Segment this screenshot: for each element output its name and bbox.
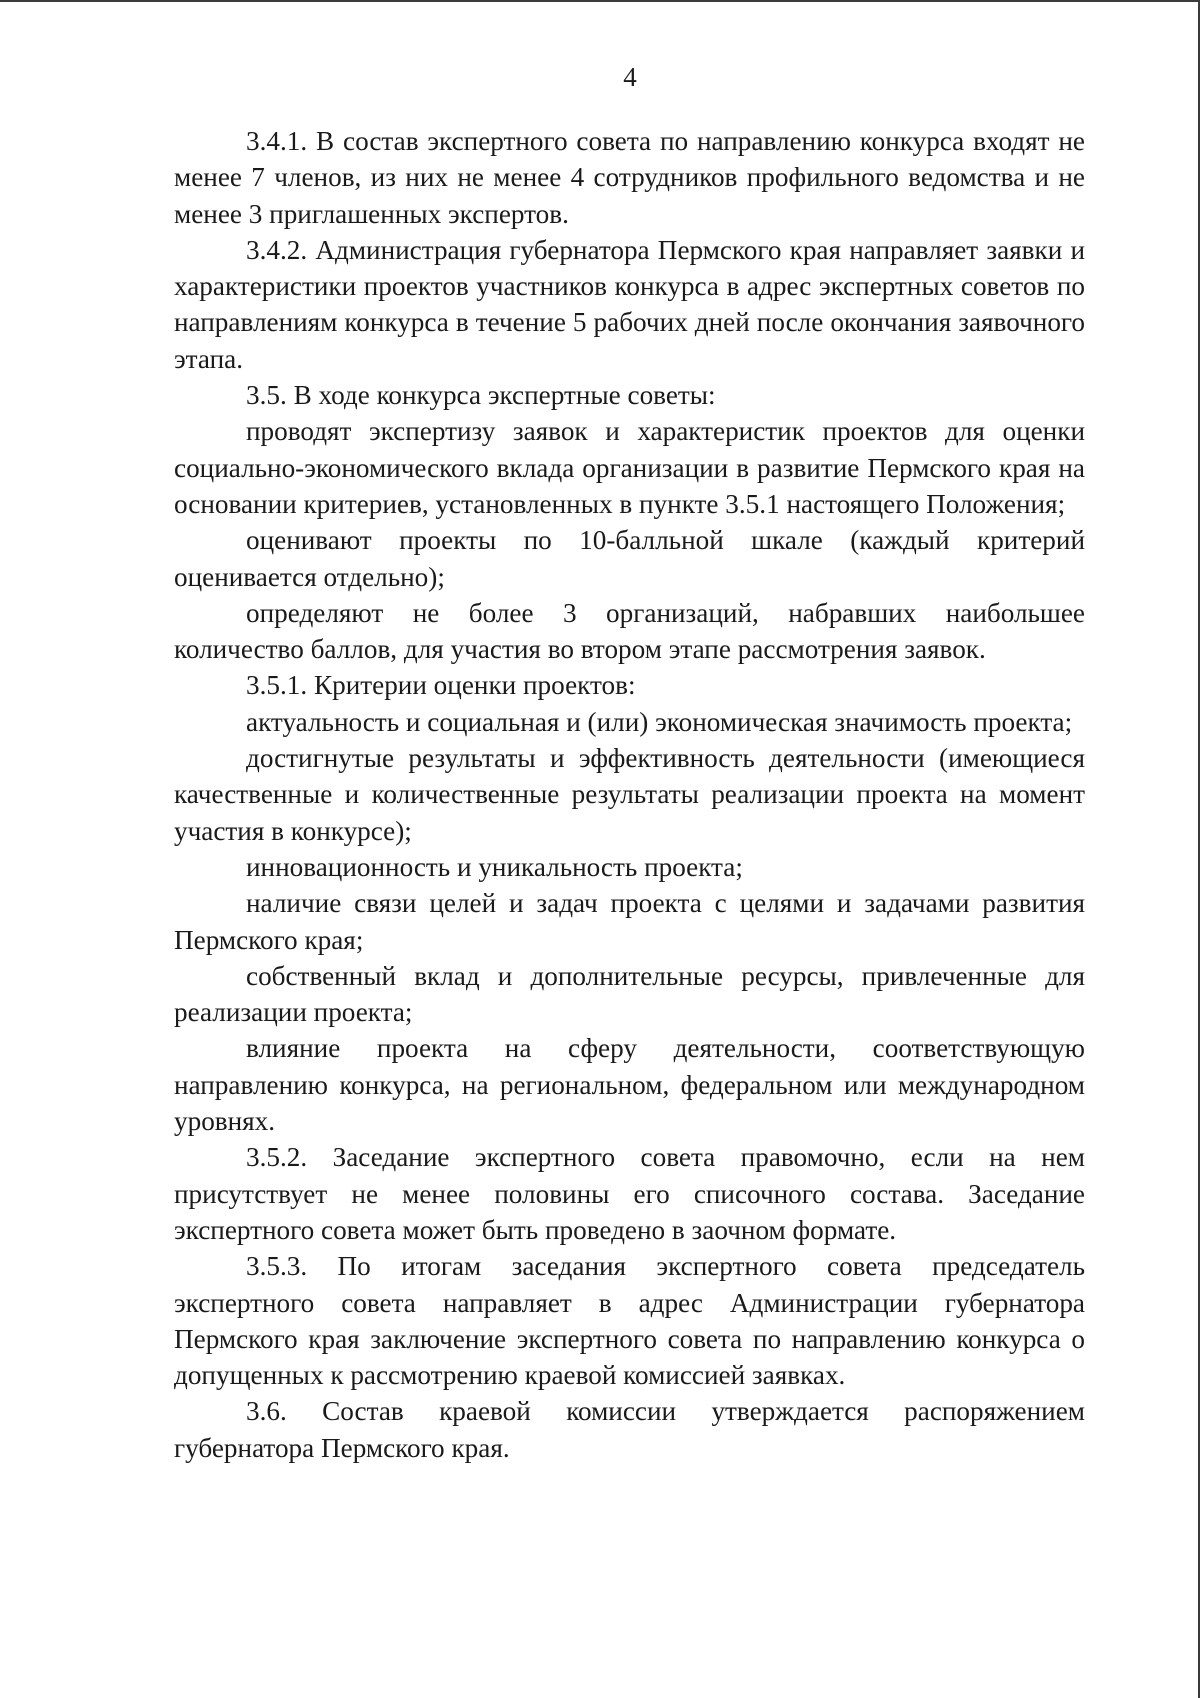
paragraph-3-5-1: 3.5.1. Критерии оценки проектов: [246, 670, 636, 701]
criterion-innovation: инновационность и уникальность проекта; [246, 851, 743, 882]
criterion-goals-alignment: наличие связи целей и задач проекта с целями и задачами развития Пермского края; [174, 888, 1085, 955]
list-item-expertise: проводят экспертизу заявок и характеристик проектов для оценки социально-экономического вклада организации в развитие Пермского края на основании критериев, установленных в пункте 3.5.1 настоящего Положения; [174, 416, 1085, 519]
paragraph-3-5-3: 3.5.3. По итогам заседания экспертного совета председатель экспертного совета направляет в адрес Администрации губернатора Пермского края заключение экспертного совета по направлению конкурса о допущенных к рассмотрению краевой комиссией заявках. [174, 1251, 1085, 1391]
paragraph-3-6: 3.6. Состав краевой комиссии утверждается распоряжением губернатора Пермского края. [174, 1396, 1085, 1463]
criterion-relevance: актуальность и социальная и (или) экономическая значимость проекта; [246, 706, 1073, 737]
paragraph-3-4-1: 3.4.1. В состав экспертного совета по направлению конкурса входят не менее 7 членов, из них не менее 4 сотрудников профильного ведомства и не менее 3 приглашенных экспертов. [174, 126, 1085, 229]
criterion-own-contribution: собственный вклад и дополнительные ресурсы, привлеченные для реализации проекта; [174, 960, 1085, 1028]
paragraph-3-5: 3.5. В ходе конкурса экспертные советы: [246, 380, 716, 411]
criterion-results: достигнутые результаты и эффективность деятельности (имеющиеся качественные и количественные результаты реализации проекта на момент участия в конкурсе); [174, 743, 1085, 846]
document-body [174, 123, 1085, 1466]
paragraph-3-4-2: 3.4.2. Администрация губернатора Пермского края направляет заявки и характеристики проектов участников конкурса в адрес экспертных советов по направлениям конкурса в течение 5 рабочих дней после окончания заявочного этапа. [174, 234, 1085, 374]
criterion-impact: влияние проекта на сферу деятельности, соответствующую направлению конкурса, на региональном, федеральном или международном уровнях. [174, 1033, 1085, 1137]
page-number: 4 [623, 62, 637, 92]
paragraph-3-5-2: 3.5.2. Заседание экспертного совета правомочно, если на нем присутствует не менее половины его списочного состава. Заседание экспертного совета может быть проведено в заочном формате. [174, 1142, 1085, 1245]
list-item-scoring: оценивают проекты по 10-балльной шкале (каждый критерий оценивается отдельно); [174, 525, 1085, 592]
scan-edge-top [0, 0, 1200, 2]
list-item-selection: определяют не более 3 организаций, набравших наибольшее количество баллов, для участия во втором этапе рассмотрения заявок. [174, 597, 1085, 665]
